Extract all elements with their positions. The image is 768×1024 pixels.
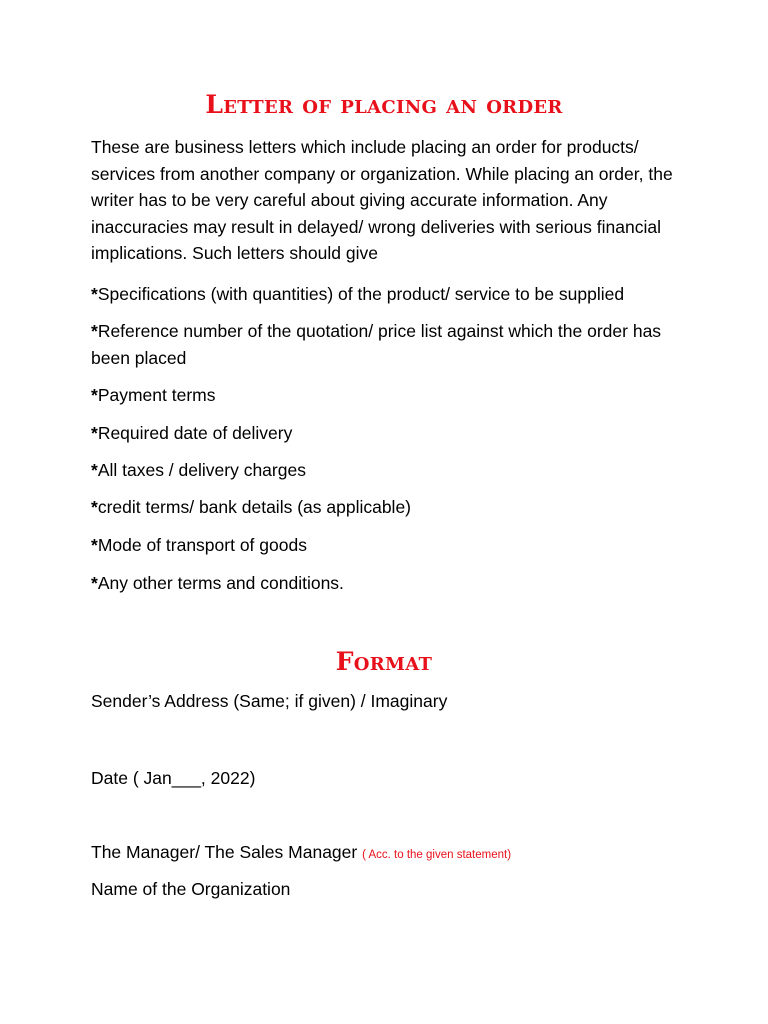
list-item (91, 457, 691, 484)
list-item-text: Required date of delivery (97, 423, 293, 443)
list-item (91, 570, 691, 597)
bullet-marker: * (91, 497, 98, 517)
recipient-note: ( Acc. to the given statement) (362, 849, 512, 861)
document-title: Letter of placing an order (205, 90, 563, 119)
list-item (91, 382, 691, 409)
list-item-text: Mode of transport of goods (97, 535, 307, 555)
bullet-marker: * (91, 573, 98, 593)
organization-line: Name of the Organization (91, 879, 291, 899)
bullet-marker: * (91, 284, 98, 304)
list-item-text: Specifications (with quantities) of the product/ service to be supplied (97, 284, 625, 304)
list-item (91, 281, 691, 308)
intro-paragraph: These are business letters which include placing an order for products/ services from another company or organization. While placing an order, the writer has to be very careful about giving accurate information. Any inaccuracies may result in delayed/ wrong deliveries with serious financial implications. Such letters should give (91, 137, 673, 263)
list-item-text: All taxes / delivery charges (97, 460, 306, 480)
bullet-marker: * (91, 321, 98, 341)
format-heading: Format (335, 647, 433, 676)
date-line: Date ( Jan___, 2022) (91, 768, 256, 788)
list-item-text: Any other terms and conditions. (97, 573, 344, 593)
bullet-marker: * (91, 460, 98, 480)
bullet-marker: * (91, 423, 98, 443)
bullet-marker: * (91, 385, 98, 405)
list-item (91, 494, 691, 521)
list-item (91, 420, 691, 447)
recipient-line (91, 839, 731, 868)
list-item-text: credit terms/ bank details (as applicable) (97, 497, 412, 517)
list-item-text: Payment terms (97, 385, 216, 405)
recipient-text: The Manager/ The Sales Manager (91, 842, 358, 862)
list-item (91, 318, 691, 371)
bullet-marker: * (91, 535, 98, 555)
list-item (91, 532, 691, 559)
list-item-text: Reference number of the quotation/ price list against which the order has been placed (91, 321, 662, 368)
sender-address-line: Sender’s Address (Same; if given) / Imaginary (91, 691, 448, 711)
